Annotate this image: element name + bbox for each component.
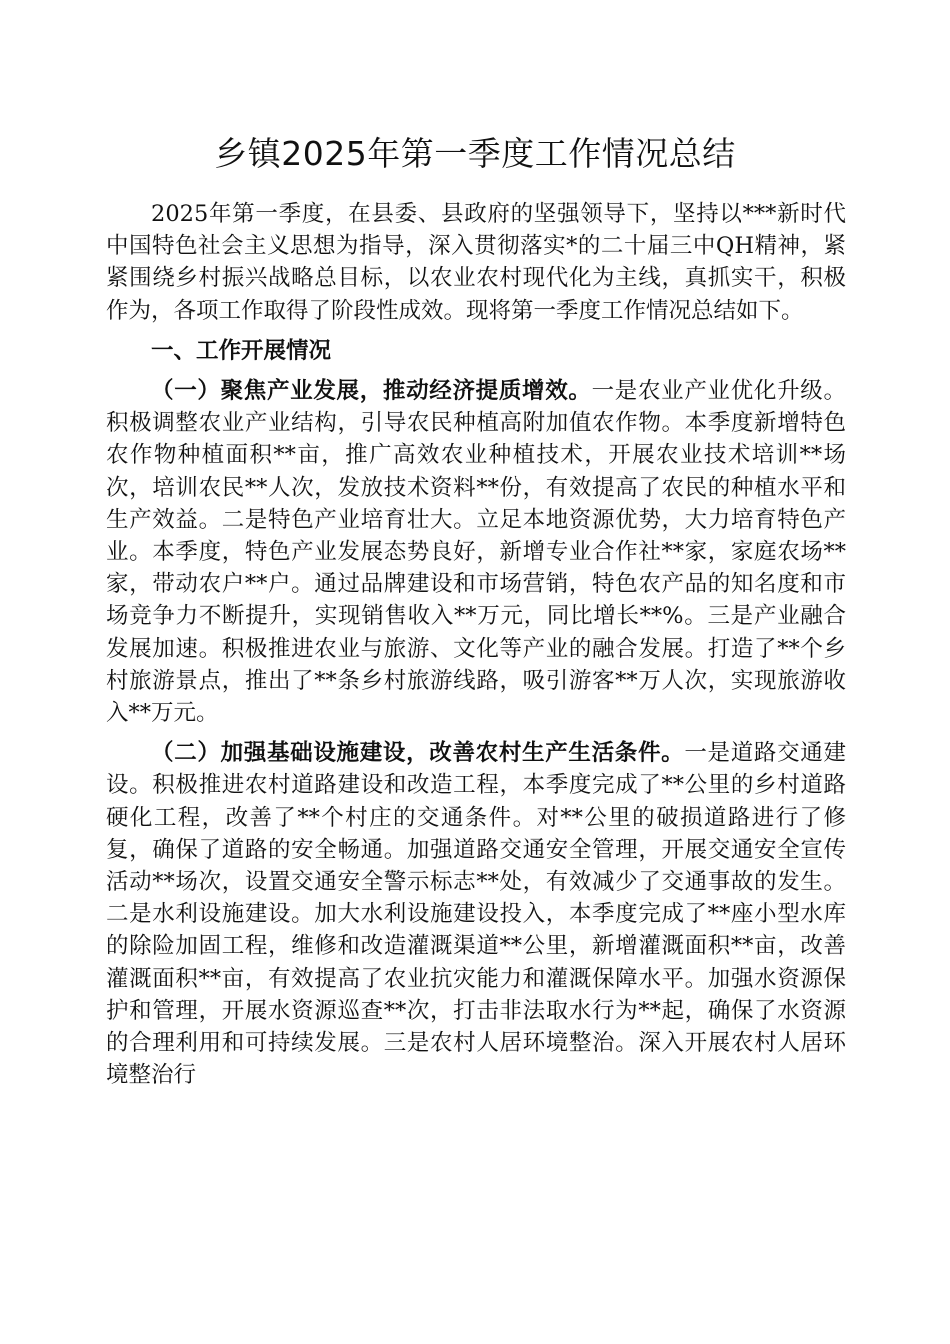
item-lead-1: （一）聚焦产业发展，推动经济提质增效。 xyxy=(151,378,592,405)
item-body-1: 一是农业产业优化升级。积极调整农业产业结构，引导农民种植高附加值农作物。本季度新增特色农作物种植面积**亩，推广高效农业种植技术，开展农业技术培训**场次，培训农民**人次，发放技术资料**份，有效提高了农民的种植水平和生产效益。二是特色产业培育壮大。立足本地资源优势，大力培育特色产业。本季度，特色产业发展态势良好，新增专业合作社**家，家庭农场**家，带动农户**户。通过品牌建设和市场营销，特色农产品的知名度和市场竞争力不断提升，实现销售收入**万元，同比增长**%。三是产业融合发展加速。积极推进农业与旅游、文化等产业的融合发展。打造了**个乡村旅游景点，推出了**条乡村旅游线路，吸引游客**万人次，实现旅游收入**万元。 xyxy=(106,378,846,727)
document-title: 乡镇2025年第一季度工作情况总结 xyxy=(214,134,736,173)
intro-paragraph: 2025年第一季度，在县委、县政府的坚强领导下，坚持以***新时代中国特色社会主义思想为指导，深入贯彻落实*的二十届三中QH精神，紧紧围绕乡村振兴战略总目标，以农业农村现代化为主线，真抓实干，积极作为，各项工作取得了阶段性成效。现将第一季度工作情况总结如下。 xyxy=(106,201,846,324)
item-paragraph-2 xyxy=(106,737,846,1091)
section-heading: 一、工作开展情况 xyxy=(151,337,332,364)
item-lead-2: （二）加强基础设施建设，改善农村生产生活条件。 xyxy=(151,740,685,767)
document-body xyxy=(106,198,846,1091)
item-paragraph-1 xyxy=(106,375,846,729)
item-body-2: 一是道路交通建设。积极推进农村道路建设和改造工程，本季度完成了**公里的乡村道路硬化工程，改善了**个村庄的交通条件。对**公里的破损道路进行了修复，确保了道路的安全畅通。加强道路交通安全管理，开展交通安全宣传活动**场次，设置交通安全警示标志**处，有效减少了交通事故的发生。二是水利设施建设。加大水利设施建设投入，本季度完成了**座小型水库的除险加固工程，维修和改造灌溉渠道**公里，新增灌溉面积**亩，改善灌溉面积**亩，有效提高了农业抗灾能力和灌溉保障水平。加强水资源保护和管理，开展水资源巡查**次，打击非法取水行为**起，确保了水资源的合理利用和可持续发展。三是农村人居环境整治。深入开展农村人居环境整治行 xyxy=(106,740,846,1089)
